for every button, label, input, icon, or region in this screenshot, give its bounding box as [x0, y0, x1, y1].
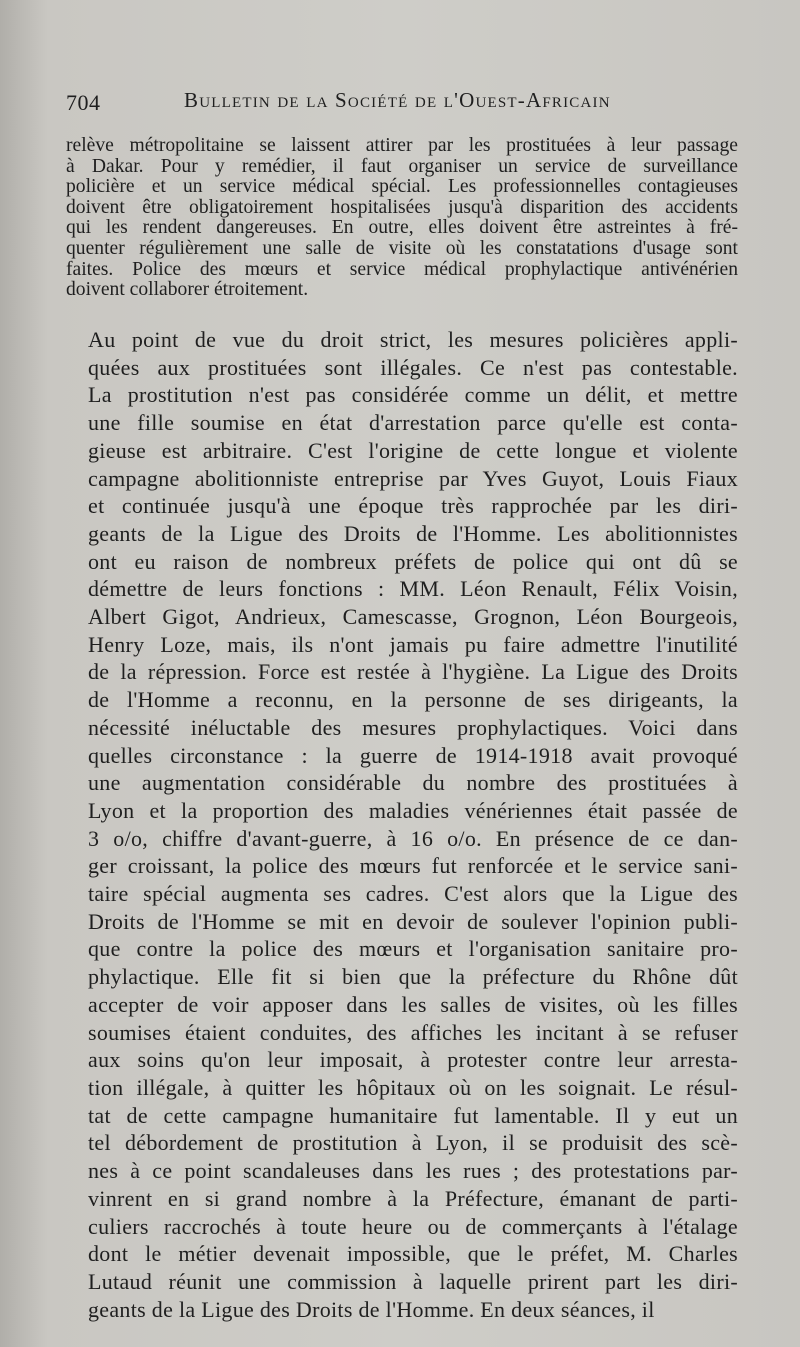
- text-line: culiers raccrochés à toute heure ou de commerçants à l'étalage: [88, 1213, 738, 1239]
- text-line: doivent être obligatoirement hospitalisées jusqu'à disparition des accidents: [66, 196, 738, 218]
- text-line: ger croissant, la police des mœurs fut renforcée et le service sani-: [88, 853, 738, 879]
- text-line: Lyon et la proportion des maladies vénériennes était passée de: [88, 797, 738, 823]
- text-line: ont eu raison de nombreux préfets de police qui ont dû se: [88, 548, 738, 574]
- text-line: aux soins qu'on leur imposait, à protester contre leur arresta-: [88, 1047, 738, 1073]
- text-line: gieuse est arbitraire. C'est l'origine de cette longue et violente: [88, 437, 738, 463]
- running-title: Bulletin de la Société de l'Ouest-Africain: [184, 88, 611, 112]
- text-line: Lutaud réunit une commission à laquelle prirent part les diri-: [88, 1268, 738, 1294]
- text-line: phylactique. Elle fit si bien que la préfecture du Rhône dût: [88, 964, 738, 990]
- text-line: Droits de l'Homme se mit en devoir de soulever l'opinion publi-: [88, 908, 738, 934]
- text-line: nes à ce point scandaleuses dans les rues ; des protestations par-: [88, 1158, 738, 1184]
- text-line: à Dakar. Pour y remédier, il faut organiser un service de surveillance: [66, 155, 738, 177]
- paragraph-2: [66, 326, 738, 1323]
- text-line: tat de cette campagne humanitaire fut lamentable. Il y eut un: [88, 1102, 738, 1128]
- text-line: La prostitution n'est pas considérée comme un délit, et mettre: [88, 382, 738, 408]
- text-line: qui les rendent dangereuses. En outre, elles doivent être astreintes à fré-: [66, 217, 738, 239]
- text-line: nécessité inéluctable des mesures prophylactiques. Voici dans: [88, 714, 738, 740]
- text-line: geants de la Ligue des Droits de l'Homme. En deux séances, il: [88, 1296, 655, 1322]
- text-line: et continuée jusqu'à une époque très rapprochée par les diri-: [88, 493, 738, 519]
- text-line: Albert Gigot, Andrieux, Camescasse, Grognon, Léon Bourgeois,: [88, 604, 738, 630]
- text-line: une fille soumise en état d'arrestation parce qu'elle est conta-: [88, 410, 738, 436]
- page-number: 704: [66, 90, 101, 115]
- text-line: 3 o/o, chiffre d'avant-guerre, à 16 o/o. En présence de ce dan-: [88, 825, 738, 851]
- text-line: relève métropolitaine se laissent attirer par les prostituées à leur passage: [66, 135, 738, 156]
- text-line: accepter de voir apposer dans les salles de visites, où les filles: [88, 991, 738, 1017]
- text-line: taire spécial augmenta ses cadres. C'est alors que la Ligue des: [88, 881, 738, 907]
- text-line: dont le métier devenait impossible, que le préfet, M. Charles: [88, 1241, 738, 1267]
- text-line: vinrent en si grand nombre à la Préfecture, émanant de parti-: [88, 1185, 738, 1211]
- text-line: geants de la Ligue des Droits de l'Homme. Les abolitionnistes: [88, 520, 738, 546]
- text-line: quées aux prostituées sont illégales. Ce n'est pas contestable.: [88, 354, 738, 380]
- text-line: faites. Police des mœurs et service médical prophylactique antivénérien: [66, 258, 738, 280]
- page-header: [66, 82, 726, 122]
- text-line: de l'Homme a reconnu, en la personne de ses dirigeants, la: [88, 687, 738, 713]
- paragraph-1: [66, 136, 738, 301]
- text-line: quenter régulièrement une salle de visite où les constatations d'usage sont: [66, 237, 738, 259]
- text-line: Au point de vue du droit strict, les mesures policières appli-: [88, 327, 738, 352]
- text-line: Henry Loze, mais, ils n'ont jamais pu faire admettre l'inutilité: [88, 631, 738, 657]
- text-line: que contre la police des mœurs et l'organisation sanitaire pro-: [88, 936, 738, 962]
- text-line: doivent collaborer étroitement.: [66, 279, 309, 301]
- text-line: soumises étaient conduites, des affiches les incitant à se refuser: [88, 1019, 738, 1045]
- text-line: une augmentation considérable du nombre des prostituées à: [88, 770, 738, 796]
- text-line: quelles circonstance : la guerre de 1914-1918 avait provoqué: [88, 742, 738, 768]
- text-line: policière et un service médical spécial. Les professionnelles contagieuses: [66, 176, 738, 198]
- text-line: tel débordement de prostitution à Lyon, il se produisit des scè-: [88, 1130, 738, 1156]
- text-line: démettre de leurs fonctions : MM. Léon Renault, Félix Voisin,: [88, 576, 738, 602]
- text-line: de la répression. Force est restée à l'hygiène. La Ligue des Droits: [88, 659, 738, 685]
- text-line: tion illégale, à quitter les hôpitaux où on les soignait. Le résul-: [88, 1074, 738, 1100]
- text-line: campagne abolitionniste entreprise par Yves Guyot, Louis Fiaux: [88, 465, 738, 491]
